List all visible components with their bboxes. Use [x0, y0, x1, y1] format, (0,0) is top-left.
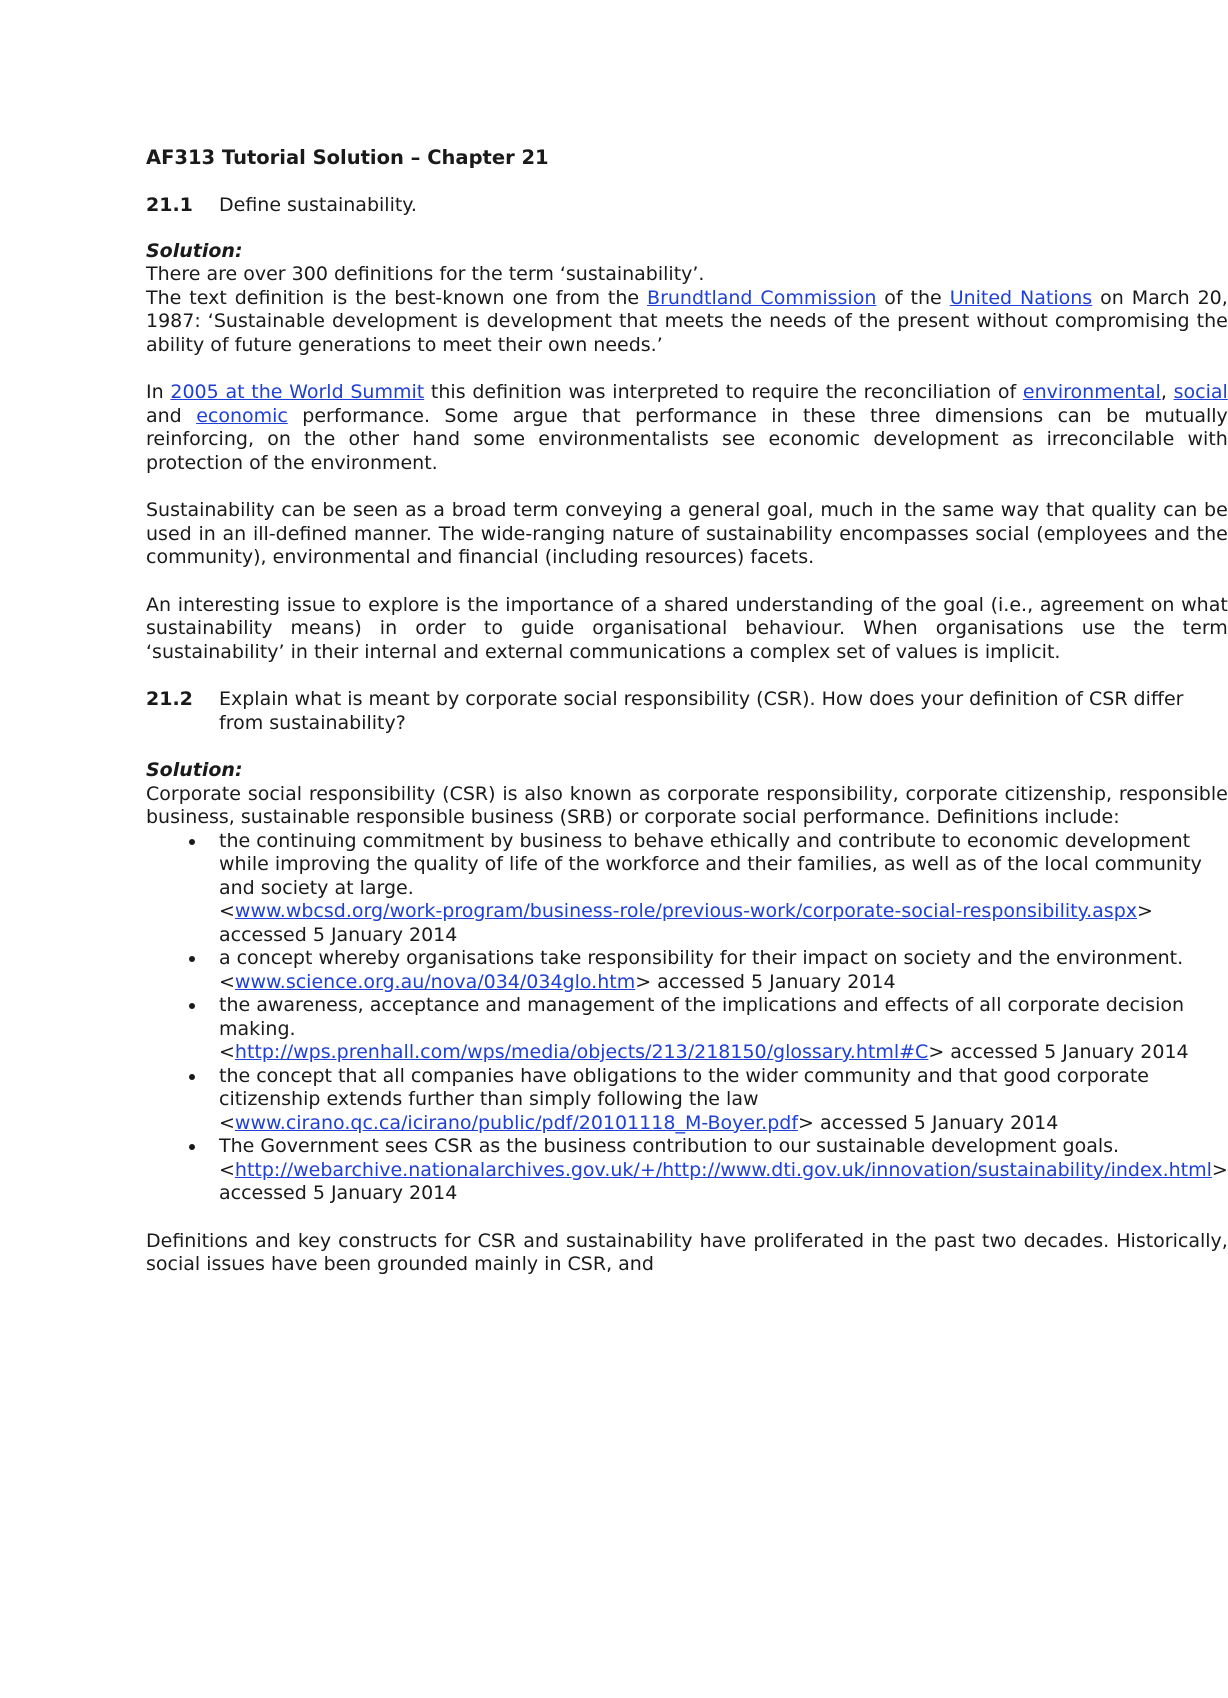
link-environmental[interactable]: environmental: [1022, 381, 1161, 403]
paragraph-closing: Definitions and key constructs for CSR and sustainability have proliferated in the past two decades. Historically, social issues have been grounded mainly in CSR, and: [146, 1229, 1228, 1275]
link-social[interactable]: social: [1173, 381, 1228, 403]
paragraph-brundtland: The text definition is the best-known one from the Brundtland Commission of the United Nations on March 20, 1987: ‘Sustainable development is development that meets the needs of the present without compromising the ability of future generations to meet their own needs.’: [146, 286, 1228, 356]
solution-label: Solution:: [146, 759, 243, 781]
bullet-icon: [189, 839, 195, 845]
bullet-icon: [189, 1074, 195, 1080]
definitions-list: [146, 830, 1228, 1206]
link-prenhall[interactable]: http://wps.prenhall.com/wps/media/objects/213/218150/glossary.html#C: [234, 1041, 929, 1063]
paragraph-csr-intro: Corporate social responsibility (CSR) is also known as corporate responsibility, corporate citizenship, responsible business, sustainable responsible business (SRB) or corporate social performance. Definitions include:: [146, 782, 1228, 828]
list-item: the continuing commitment by business to behave ethically and contribute to economic development while improving the quality of life of the workforce and their families, as well as of the local community and society at large. <www.wbcsd.org/work-program/business-role/previous-work/corporate-social-responsibility.aspx> accessed 5 January 2014: [146, 830, 1228, 948]
question-21-1: [146, 194, 1228, 218]
section-21-1: [146, 194, 1228, 1277]
link-world-summit[interactable]: 2005 at the World Summit: [170, 381, 425, 403]
link-wbcsd[interactable]: www.wbcsd.org/work-program/business-role/previous-work/corporate-social-responsibility.aspx: [234, 900, 1138, 922]
bullet-icon: [189, 1144, 195, 1150]
solution-label: Solution:: [146, 239, 243, 262]
list-item: a concept whereby organisations take responsibility for their impact on society and the environment. <www.science.org.au/nova/034/034glo.htm> accessed 5 January 2014: [146, 947, 1228, 994]
document-title: AF313 Tutorial Solution – Chapter 21: [146, 146, 549, 169]
paragraph-broad-term: Sustainability can be seen as a broad term conveying a general goal, much in the same way that quality can be used in an ill-defined manner. The wide-ranging nature of sustainability encompasses social (employees and the community), environmental and financial (including resources) facets.: [146, 499, 1228, 568]
question-number: 21.2: [146, 688, 193, 710]
question-number: 21.1: [146, 194, 193, 216]
list-item: The Government sees CSR as the business contribution to our sustainable development goals. <http://webarchive.nationalarchives.gov.uk/+/http://www.dti.gov.uk/innovation/sustainability/index.html> accessed 5 January 2014: [146, 1135, 1228, 1206]
list-item: the concept that all companies have obligations to the wider community and that good corporate citizenship extends further than simply following the law <www.cirano.qc.ca/icirano/public/pdf/20101118_M-Boyer.pdf> accessed 5 January 2014: [146, 1065, 1228, 1136]
solution-line: There are over 300 definitions for the term ‘sustainability’.: [146, 263, 705, 285]
paragraph-world-summit: In 2005 at the World Summit this definition was interpreted to require the reconciliation of environmental, social and economic performance. Some argue that performance in these three dimensions can be mutually reinforcing, on the other hand some environmentalists see economic development as irreconcilable with protection of the environment.: [146, 381, 1228, 474]
question-text: Explain what is meant by corporate social responsibility (CSR). How does your definition of CSR differ from sustainability?: [219, 688, 1184, 734]
question-21-2: [146, 688, 1228, 735]
link-economic[interactable]: economic: [196, 404, 288, 427]
link-united-nations[interactable]: United Nations: [949, 286, 1093, 309]
paragraph-shared-understanding: An interesting issue to explore is the importance of a shared understanding of the goal (i.e., agreement on what sustainability means) in order to guide organisational behaviour. When organisations use the term ‘sustainability’ in their internal and external communications a complex set of values is implicit.: [146, 593, 1228, 663]
link-science-org[interactable]: www.science.org.au/nova/034/034glo.htm: [234, 970, 636, 993]
bullet-icon: [189, 956, 195, 962]
list-item: the awareness, acceptance and management of the implications and effects of all corporate decision making. <http://wps.prenhall.com/wps/media/objects/213/218150/glossary.html#C> accessed 5 January 2014: [146, 994, 1228, 1065]
question-text: Define sustainability.: [219, 194, 417, 216]
link-brundtland-commission[interactable]: Brundtland Commission: [647, 286, 877, 309]
link-cirano[interactable]: www.cirano.qc.ca/icirano/public/pdf/20101118_M-Boyer.pdf: [234, 1111, 799, 1134]
bullet-icon: [189, 1003, 195, 1009]
link-webarchive[interactable]: http://webarchive.nationalarchives.gov.uk/+/http://www.dti.gov.uk/innovation/sustainability/index.html: [234, 1158, 1212, 1181]
